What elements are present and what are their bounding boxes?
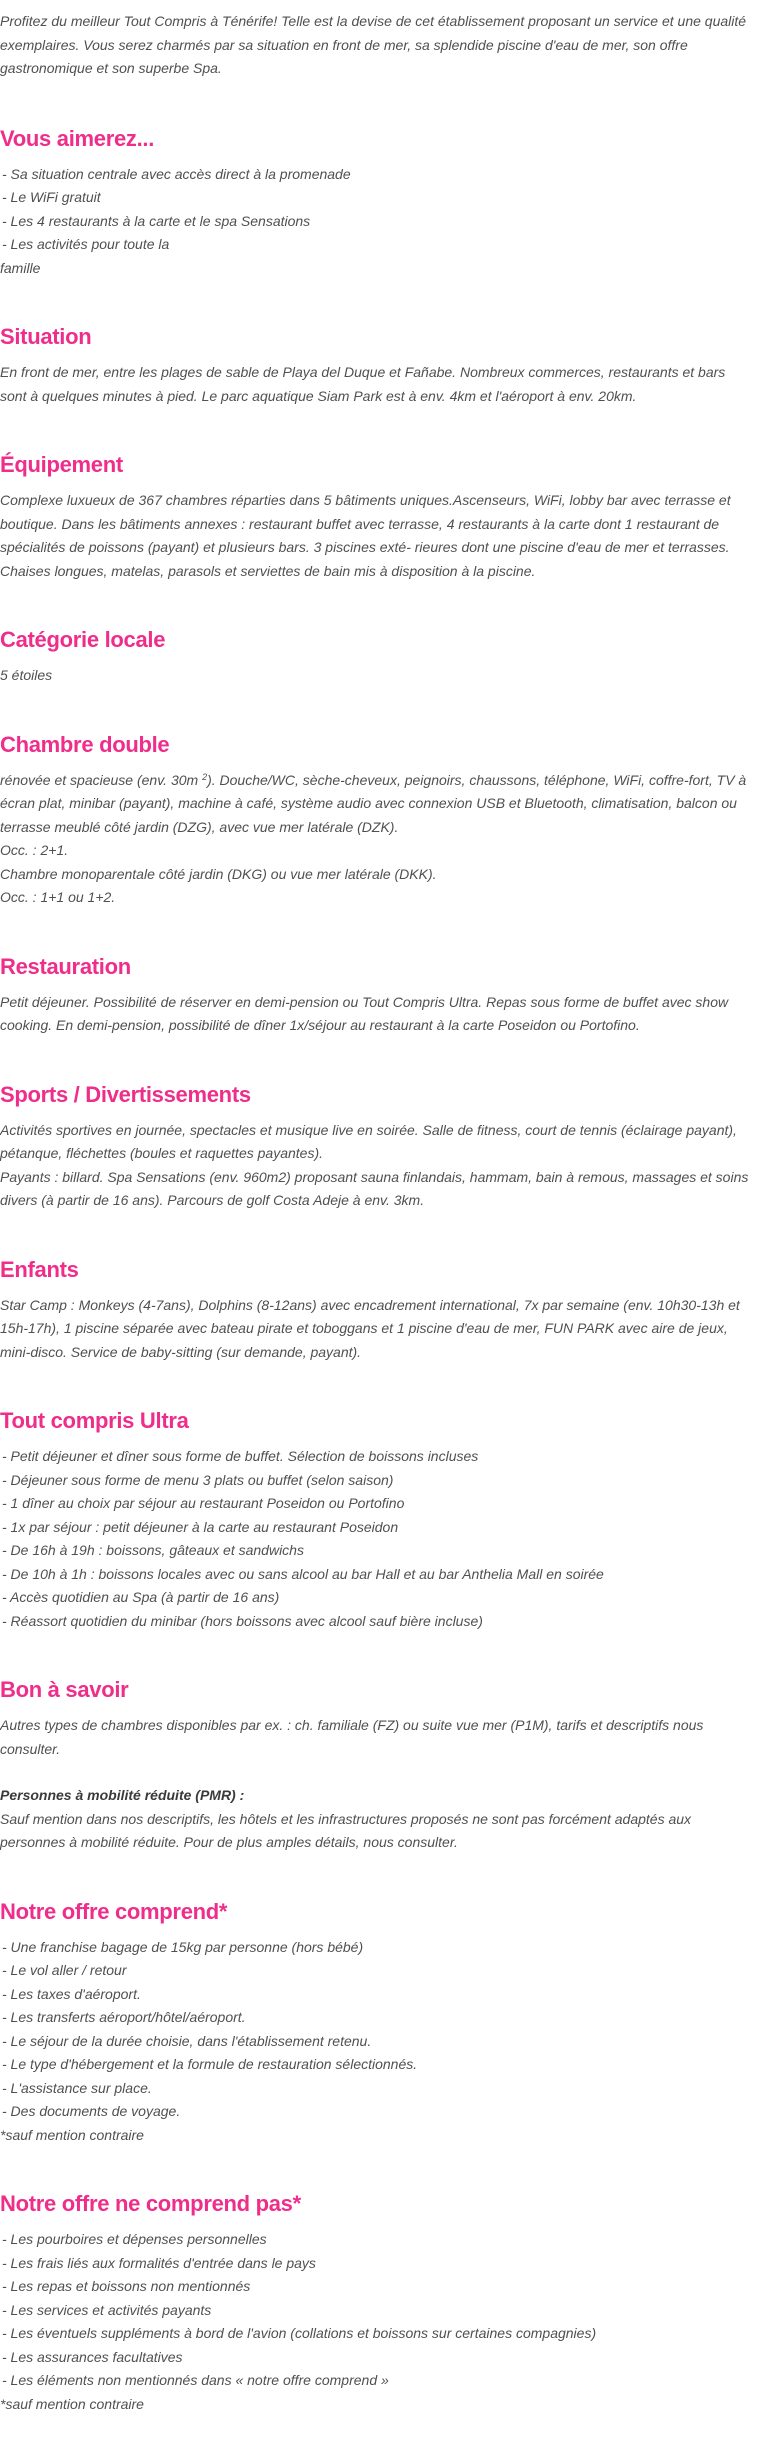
list-item: - Les transferts aéroport/hôtel/aéroport. bbox=[2, 2009, 246, 2025]
occupancy-text: Occ. : 1+1 ou 1+2. bbox=[0, 889, 116, 905]
section-title: Bon à savoir bbox=[0, 1677, 129, 1702]
chambre-text-end: ). Douche/WC, sèche-cheveux, peignoirs, chaussons, téléphone, WiFi, coffre-fort, TV à écran plat, minibar (payant), machine à café, système audio avec connexion USB et Bluetooth, climatisation, balcon ou terrasse meublé côté jardin (DZG), avec vue mer latérale (DZK). bbox=[0, 771, 747, 835]
restauration-text: Petit déjeuner. Possibilité de réserver en demi-pension ou Tout Compris Ultra. Repas sous forme de buffet avec show cooking. En demi-pension, possibilité de dîner 1x/séjour au restaurant à la carte Poseidon ou Portofino. bbox=[0, 993, 729, 1033]
enfants-text: Star Camp : Monkeys (4-7ans), Dolphins (8-12ans) avec encadrement international, 7x par semaine (env. 10h30-13h et 15h-17h), 1 piscine séparée avec bateau pirate et toboggans et 1 piscine d'eau de mer, FUN PARK avec aire de jeux, mini-disco. Service de baby-sitting (sur demande, payant). bbox=[0, 1296, 740, 1360]
chambre-text-start: rénovée et spacieuse (env. 30m bbox=[0, 771, 203, 788]
list-item: - De 16h à 19h : boissons, gâteaux et sandwichs bbox=[2, 1542, 304, 1558]
sports-text: Activités sportives en journée, spectacles et musique live en soirée. Salle de fitness, court de tennis (éclairage payant), pétanque, fléchettes (boules et raquettes payantes). bbox=[0, 1121, 737, 1161]
bon-a-savoir-text: Autres types de chambres disponibles par ex. : ch. familiale (FZ) ou suite vue mer (P1M), tarifs et descriptifs nous consulter. bbox=[0, 1717, 704, 1757]
list-item: - Petit déjeuner et dîner sous forme de buffet. Sélection de boissons incluses bbox=[2, 1448, 479, 1464]
section-title: Notre offre comprend* bbox=[0, 1898, 228, 1924]
list-item: - Les éléments non mentionnés dans « notre offre comprend » bbox=[2, 2372, 389, 2388]
list-item: - Le vol aller / retour bbox=[2, 1962, 127, 1978]
section-situation bbox=[0, 323, 752, 408]
section-bon-a-savoir bbox=[0, 1676, 752, 1855]
list-item: - Les éventuels suppléments à bord de l'avion (collations et boissons sur certaines compagnies) bbox=[2, 2325, 597, 2341]
excluded-list bbox=[0, 2228, 752, 2393]
situation-text: En front de mer, entre les plages de sable de Playa del Duque et Fañabe. Nombreux commerces, restaurants et bars sont à quelques minutes à pied. Le parc aquatique Siam Park est à env. 4km et l'aéroport à env. 20km. bbox=[0, 364, 726, 404]
categorie-text: 5 étoiles bbox=[0, 667, 53, 683]
highlights-list bbox=[0, 163, 752, 281]
included-list bbox=[0, 1936, 752, 2124]
list-item: - Accès quotidien au Spa (à partir de 16 ans) bbox=[2, 1589, 280, 1605]
section-title: Restauration bbox=[0, 953, 131, 979]
section-title: Catégorie locale bbox=[0, 627, 166, 652]
section-offre-ne-comprend bbox=[0, 2190, 752, 2416]
list-item: - L'assistance sur place. bbox=[2, 2079, 152, 2096]
section-title: Sports / Divertissements bbox=[0, 1081, 251, 1107]
list-item: - Les services et activités payants bbox=[2, 2301, 212, 2318]
section-sports bbox=[0, 1081, 752, 1213]
section-chambre bbox=[0, 731, 752, 910]
occupancy-text: Occ. : 2+1. bbox=[0, 842, 69, 858]
list-item: - Les pourboires et dépenses personnelles bbox=[2, 2231, 267, 2247]
section-tout-compris bbox=[0, 1407, 752, 1633]
list-item: - Réassort quotidien du minibar (hors boissons avec alcool sauf bière incluse) bbox=[2, 1612, 483, 1629]
section-offre-comprend bbox=[0, 1898, 752, 2148]
list-item: - De 10h à 1h : boissons locales avec ou sans alcool au bar Hall et au bar Anthelia Mall en soirée bbox=[2, 1565, 604, 1582]
list-item: - Des documents de voyage. bbox=[2, 2103, 181, 2119]
equipement-text: Complexe luxueux de 367 chambres réparties dans 5 bâtiments uniques.Ascenseurs, WiFi, lobby bar avec terrasse et boutique. Dans les bâtiments annexes : restaurant buffet avec terrasse, 4 restaurants à la carte dont 1 restaurant de spécialités de poissons (payant) et plusieurs bars. 3 piscines exté- rieures dont une piscine d'eau de mer et terrasses. Chaises longues, matelas, parasols et serviettes de bain mis à disposition à la piscine. bbox=[0, 492, 731, 579]
list-item: - Les 4 restaurants à la carte et le spa Sensations bbox=[2, 212, 311, 229]
list-item: famille bbox=[0, 259, 41, 276]
list-item: - Le type d'hébergement et la formule de restauration sélectionnés. bbox=[2, 2056, 418, 2072]
list-item: - 1x par séjour : petit déjeuner à la carte au restaurant Poseidon bbox=[2, 1518, 399, 1535]
list-item: - Sa situation centrale avec accès direct à la promenade bbox=[2, 165, 351, 182]
section-vous-aimerez bbox=[0, 125, 752, 281]
section-enfants bbox=[0, 1256, 752, 1365]
section-title: Tout compris Ultra bbox=[0, 1408, 189, 1433]
mono-text: Chambre monoparentale côté jardin (DKG) ou vue mer latérale (DKK). bbox=[0, 865, 437, 882]
list-item: - Les repas et boissons non mentionnés bbox=[2, 2278, 251, 2294]
footnote: *sauf mention contraire bbox=[0, 2126, 144, 2143]
section-title: Équipement bbox=[0, 452, 123, 477]
all-inclusive-list bbox=[0, 1445, 752, 1633]
list-item: - Les frais liés aux formalités d'entrée dans le pays bbox=[2, 2254, 316, 2271]
section-equipement bbox=[0, 451, 752, 583]
superscript: 2 bbox=[202, 771, 208, 782]
list-item: - Déjeuner sous forme de menu 3 plats ou buffet (selon saison) bbox=[2, 1471, 394, 1488]
list-item: - Le séjour de la durée choisie, dans l'établissement retenu. bbox=[2, 2032, 372, 2049]
list-item: - Une franchise bagage de 15kg par personne (hors bébé) bbox=[2, 1938, 364, 1955]
section-title: Vous aimerez... bbox=[0, 125, 155, 151]
section-title: Notre offre ne comprend pas* bbox=[0, 2191, 301, 2216]
section-title: Chambre double bbox=[0, 731, 170, 757]
list-item: - Les taxes d'aéroport. bbox=[2, 1985, 141, 2002]
section-categorie bbox=[0, 626, 752, 688]
footnote: *sauf mention contraire bbox=[0, 2395, 144, 2412]
list-item: - Les assurances facultatives bbox=[2, 2348, 183, 2365]
section-title: Enfants bbox=[0, 1256, 79, 1282]
list-item: - Les activités pour toute la bbox=[2, 236, 170, 252]
sports-paid-text: Payants : billard. Spa Sensations (env. 960m2) proposant sauna finlandais, hammam, bain à remous, massages et soins divers (à partir de 16 ans). Parcours de golf Costa Adeje à env. 3km. bbox=[0, 1168, 749, 1208]
pmr-label: Personnes à mobilité réduite (PMR) : bbox=[0, 1787, 245, 1803]
intro-text: Profitez du meilleur Tout Compris à Ténérife! Telle est la devise de cet établissement proposant un service et une qualité exemplaires. Vous serez charmés par sa situation en front de mer, sa splendide piscine d'eau de mer, son offre gastronomique et son superbe Spa. bbox=[0, 13, 747, 76]
list-item: - Le WiFi gratuit bbox=[2, 189, 101, 205]
section-title: Situation bbox=[0, 324, 92, 349]
section-restauration bbox=[0, 953, 752, 1038]
pmr-text: Sauf mention dans nos descriptifs, les hôtels et les infrastructures proposés ne sont pas forcément adaptés aux personnes à mobilité réduite. Pour de plus amples détails, nous consulter. bbox=[0, 1810, 692, 1850]
list-item: - 1 dîner au choix par séjour au restaurant Poseidon ou Portofino bbox=[2, 1495, 405, 1511]
chambre-text bbox=[0, 769, 752, 840]
